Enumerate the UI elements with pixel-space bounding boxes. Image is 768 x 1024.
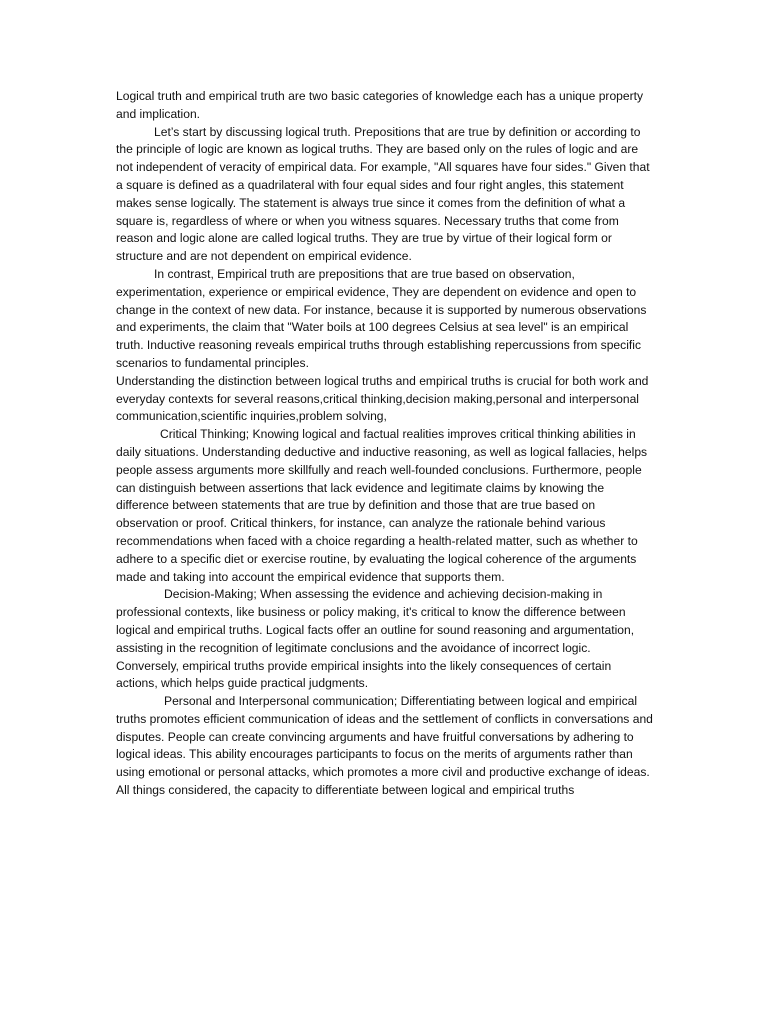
intro-paragraph: Logical truth and empirical truth are two basic categories of knowledge each has a unique property and implication. (116, 89, 644, 121)
logical-truth-paragraph: Let’s start by discussing logical truth. Prepositions that are true by definition or according to the principle of logic are known as logical truths. They are based only on the rules of logic and are not independent of veracity of empirical data. For example, "All squares have four sides." Given that a square is defined as a quadrilateral with four equal sides and four right angles, this statement makes sense logically. The statement is always true since it comes from the definition of what a square is, regardless of where or when you witness squares. Necessary truths that come from reason and logic alone are called logical truths. They are true by virtue of their logical form or structure and are not dependent on empirical evidence. (116, 124, 650, 264)
critical-thinking-paragraph: Critical Thinking; Knowing logical and factual realities improves critical thinking abilities in daily situations. Understanding deductive and inductive reasoning, as well as logical fallacies, helps people assess arguments more skillfully and reach well-founded conclusions. Furthermore, people can distinguish between assertions that lack evidence and legitimate claims by knowing the difference between statements that are true by definition and those that are true based on observation or proof. Critical thinkers, for instance, can analyze the rationale behind various recommendations when faced with a choice regarding a health-related matter, such as whether to adhere to a specific diet or exercise routine, by evaluating the logical coherence of the arguments made and taking into account the empirical evidence that supports them. (116, 427, 648, 584)
decision-making-paragraph: Decision-Making; When assessing the evidence and achieving decision-making in professional contexts, like business or policy making, it's critical to know the difference between logical and empirical truths. Logical facts offer an outline for sound reasoning and argumentation, assisting in the recognition of legitimate conclusions and the avoidance of incorrect logic. Conversely, empirical truths provide empirical insights into the likely consequences of certain actions, which helps guide practical judgments. (116, 587, 635, 691)
distinction-paragraph: Understanding the distinction between logical truths and empirical truths is crucial for both work and everyday contexts for several reasons,critical thinking,decision making,personal and interpersonal communication,scientific inquiries,problem solving, (116, 373, 649, 424)
empirical-truth-paragraph: In contrast, Empirical truth are prepositions that are true based on observation, experimentation, experience or empirical evidence, They are dependent on evidence and open to change in the context of new data. For instance, because it is supported by numerous observations and experiments, the claim that "Water boils at 100 degrees Celsius at sea level" is an empirical truth. Inductive reasoning reveals empirical truths through establishing repercussions from specific scenarios to fundamental principles. (116, 266, 647, 370)
document-page (116, 88, 656, 800)
communication-paragraph: Personal and Interpersonal communication; Differentiating between logical and empirical truths promotes efficient communication of ideas and the settlement of conflicts in conversations and disputes. People can create convincing arguments and have fruitful conversations by adhering to logical ideas. This ability encourages participants to focus on the merits of arguments rather than using emotional or personal attacks, which promotes a more civil and productive exchange of ideas. All things considered, the capacity to differentiate between logical and empirical truths (116, 694, 653, 798)
